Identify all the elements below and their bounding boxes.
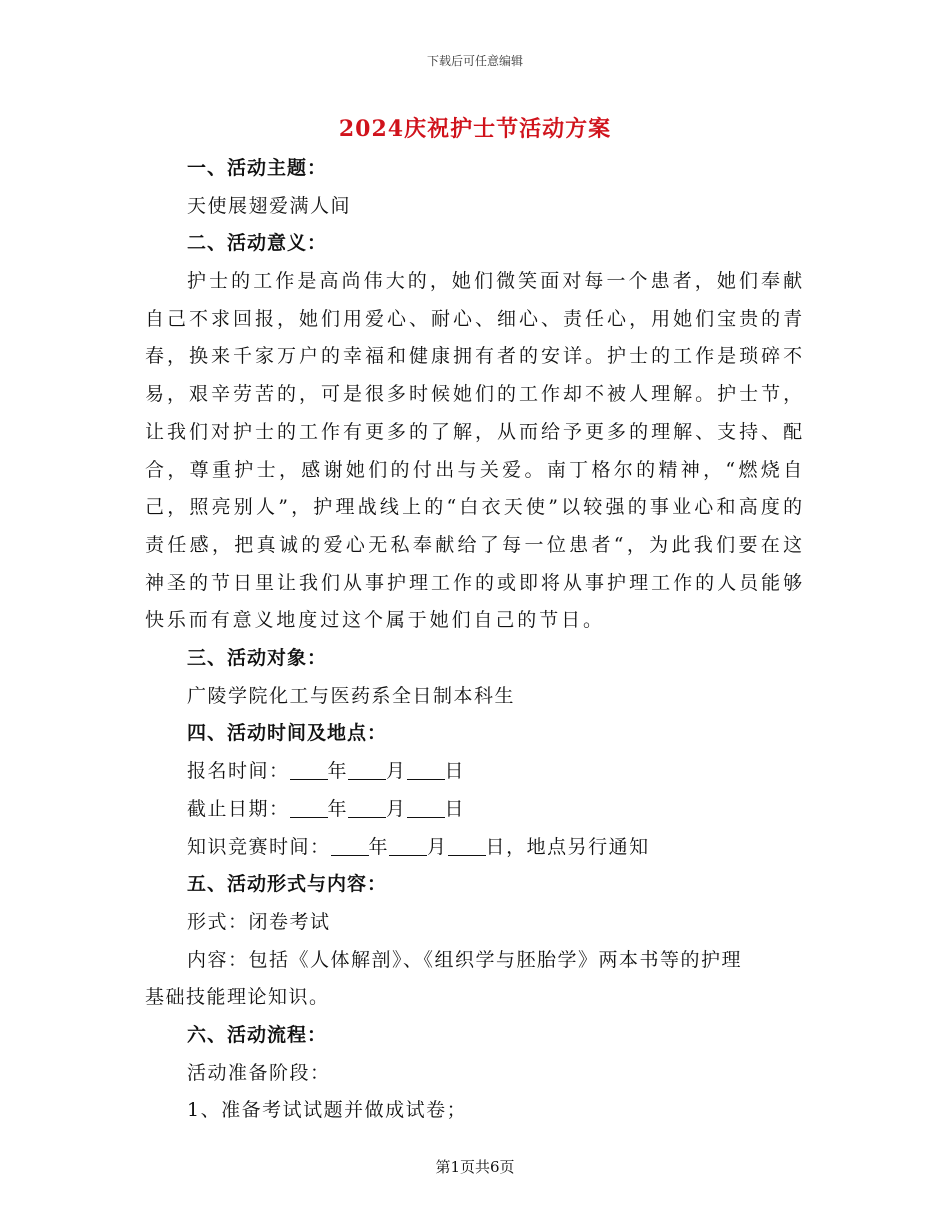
unit-year: 年 bbox=[327, 797, 349, 820]
unit-day: 日 bbox=[444, 760, 466, 783]
blank-field bbox=[290, 757, 328, 780]
content-text-line1: 内容：包括《人体解剖》、《组织学与胚胎学》两本书等的护理 bbox=[187, 948, 743, 971]
unit-month: 月 bbox=[386, 797, 407, 820]
blank-field bbox=[448, 833, 486, 856]
blank-field bbox=[331, 833, 369, 856]
section-heading-audience: 三、活动对象： bbox=[187, 647, 328, 670]
blank-field bbox=[407, 757, 445, 780]
signup-time-label: 报名时间： bbox=[187, 760, 290, 783]
section-text-audience: 广陵学院化工与医药系全日制本科生 bbox=[187, 684, 516, 707]
process-item-1: 1、准备考试试题并做成试卷； bbox=[187, 1099, 468, 1122]
deadline-label: 截止日期： bbox=[187, 797, 290, 820]
section-heading-time-place: 四、活动时间及地点： bbox=[187, 722, 388, 745]
blank-field bbox=[389, 833, 427, 856]
unit-day: 日 bbox=[485, 835, 507, 858]
page-header-note: 下载后可任意编辑 bbox=[426, 54, 523, 68]
document-body bbox=[145, 150, 805, 1130]
process-stage: 活动准备阶段： bbox=[187, 1061, 331, 1084]
unit-year: 年 bbox=[368, 835, 390, 858]
deadline-line bbox=[145, 791, 805, 829]
unit-year: 年 bbox=[327, 760, 349, 783]
contest-location-note: ，地点另行通知 bbox=[506, 835, 650, 858]
section-heading-process: 六、活动流程： bbox=[187, 1023, 328, 1046]
section-text-theme: 天使展翅爱满人间 bbox=[187, 194, 352, 217]
contest-time-label: 知识竞赛时间： bbox=[187, 835, 331, 858]
unit-day: 日 bbox=[444, 797, 466, 820]
unit-month: 月 bbox=[427, 835, 448, 858]
blank-field bbox=[348, 757, 386, 780]
contest-time-line bbox=[145, 829, 805, 867]
blank-field bbox=[290, 795, 328, 818]
blank-field bbox=[407, 795, 445, 818]
section-heading-format: 五、活动形式与内容： bbox=[187, 873, 388, 896]
unit-month: 月 bbox=[386, 760, 407, 783]
content-text-line2: 基础技能理论知识。 bbox=[145, 986, 330, 1009]
signup-time-line bbox=[145, 753, 805, 791]
page-footer-pagination: 第1页共6页 bbox=[435, 1158, 515, 1176]
section-heading-significance: 二、活动意义： bbox=[187, 232, 328, 255]
format-text: 形式：闭卷考试 bbox=[187, 910, 331, 933]
section-heading-theme: 一、活动主题： bbox=[187, 157, 328, 179]
document-title: 2024庆祝护士节活动方案 bbox=[338, 116, 612, 142]
section-paragraph-significance: 护士的工作是高尚伟大的，她们微笑面对每一个患者，她们奉献自己不求回报，她们用爱心、耐心、细心、责任心，用她们宝贵的青春，换来千家万户的幸福和健康拥有者的安详。护士的工作是琐碎不易，艰辛劳苦的，可是很多时候她们的工作却不被人理解。护士节，让我们对护士的工作有更多的了解，从而给予更多的理解、支持、配合，尊重护士，感谢她们的付出与关爱。南丁格尔的精神，“燃烧自己，照亮别人”，护理战线上的“白衣天使”以较强的事业心和高度的责任感，把真诚的爱心无私奉献给了每一位患者“，为此我们要在这神圣的节日里让我们从事护理工作的或即将从事护理工作的人员能够快乐而有意义地度过这个属于她们自己的节日。 bbox=[145, 270, 805, 632]
blank-field bbox=[348, 795, 386, 818]
